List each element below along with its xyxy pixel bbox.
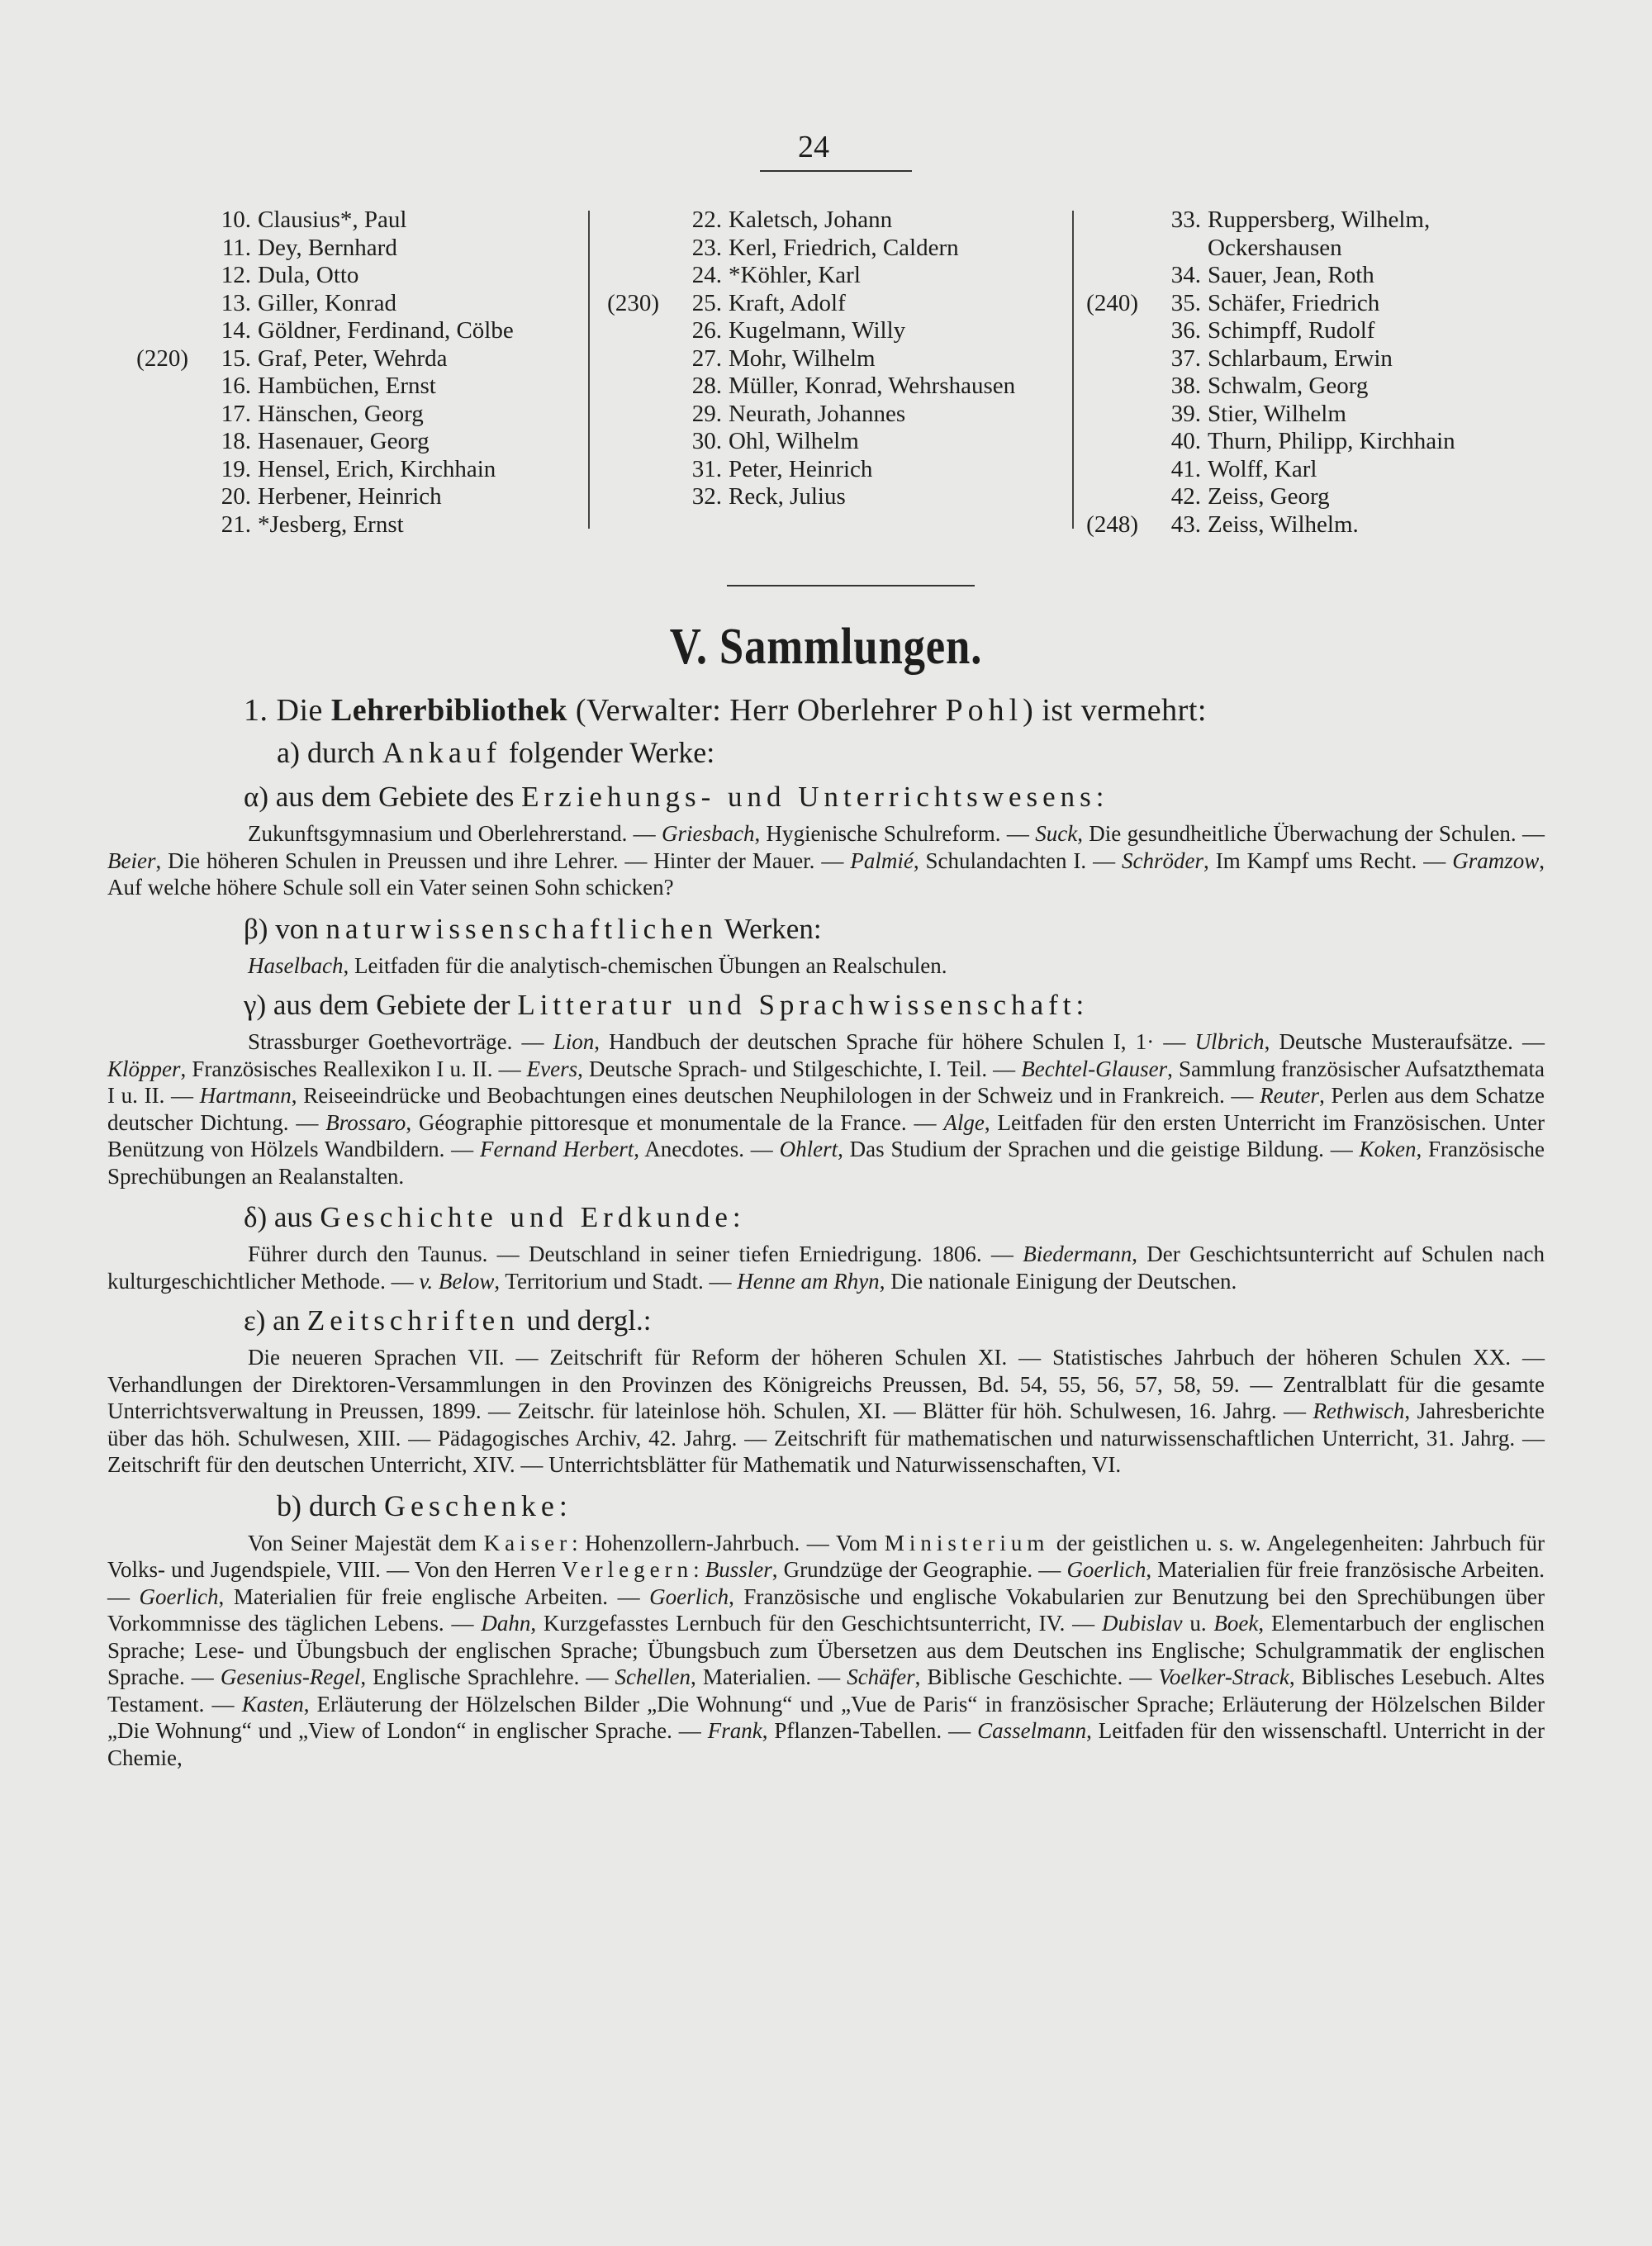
student-name: Clausius*, Paul (258, 207, 407, 233)
column-divider (588, 211, 590, 529)
author-name: Hartmann (199, 1083, 292, 1108)
entry-number: 37. (1170, 344, 1201, 372)
roster-entry (124, 290, 586, 318)
spaced-emphasis: Verlegern (562, 1557, 694, 1582)
author-name: Schröder (1122, 848, 1204, 873)
text-run: , Reiseeindrücke und Beobachtungen eines deutschen Neuphilologen in der Schweiz und in Frankreich. — (291, 1083, 1260, 1108)
running-count: (240) (1086, 289, 1138, 316)
roster-entry (124, 511, 586, 539)
text-run: Von Seiner Majestät dem (248, 1530, 484, 1555)
student-name: Wolff, Karl (1208, 455, 1317, 482)
page-number: 24 (798, 130, 829, 164)
subsection-b-heading: b) durch Geschenke: (277, 1489, 567, 1522)
delta-paragraph (107, 1241, 1545, 1294)
author-name: Schäfer (847, 1664, 915, 1689)
student-name: Reck, Julius (729, 483, 846, 510)
entry-number: 21. (221, 510, 251, 538)
running-count: (230) (607, 289, 659, 316)
roster-entry (124, 483, 586, 511)
entry-number: 19. (221, 455, 251, 482)
entry-number: 33. (1170, 207, 1201, 233)
student-name: Dey, Bernhard (258, 234, 397, 261)
entry-number: 14. (221, 317, 251, 344)
gamma-heading: γ) aus dem Gebiete der Litteratur und Sprachwissenschaft: (244, 989, 1085, 1021)
author-name: Ulbrich (1194, 1029, 1265, 1054)
text-run: Die neueren Sprachen VII. — Zeitschrift für Reform der höheren Schulen XI. — Statistisches Jahrbuch der höheren Schulen XX. — Verhandlungen der Direktoren-Versammlungen in den Provinzen des Königreichs Preussen, Bd. 54, 55, 56, 57, 58, 59. — Zentralblatt für die gesamte Unterrichtsverwaltung in Preussen, 1899. — Zeitschr. für lateinlose höh. Schulen, XI. — Blätter für höh. Schulwesen, 16. Jahrg. — (107, 1345, 1545, 1423)
entry-number: 38. (1170, 373, 1201, 399)
gifts-paragraph (107, 1530, 1545, 1772)
section-content (107, 690, 1545, 1776)
author-name: Schellen (615, 1664, 691, 1689)
roster-column-1 (124, 207, 586, 539)
student-name: Kraft, Adolf (729, 289, 846, 316)
student-name: Zeiss, Wilhelm. (1208, 510, 1359, 538)
author-name: Dahn (481, 1611, 531, 1636)
roster-column-3 (1074, 207, 1569, 539)
roster-entry (1074, 456, 1569, 484)
roster-entry (124, 373, 586, 401)
author-name: Bechtel-Glauser (1021, 1056, 1168, 1081)
roster-entry (1074, 401, 1569, 429)
roster-entry (124, 262, 586, 290)
entry-number: 12. (221, 262, 251, 288)
library-intro: 1. Die Lehrerbibliothek (Verwalter: Herr Oberlehrer Pohl) ist vermehrt: (244, 693, 1207, 728)
text-run: , Elementarbuch der englischen Sprache; Lese- und Übungsbuch der englischen Sprache; Übungsbuch zum Übersetzen aus dem Deutschen ins Englische; Schulgrammatik der englischen Sprache. — (107, 1611, 1545, 1689)
text-run: , Deutsche Sprach- und Stilgeschichte, I. Teil. — (577, 1056, 1022, 1081)
roster-entry (124, 207, 586, 235)
author-name: Boek (1213, 1611, 1259, 1636)
text-run: , Leitfaden für die analytisch-chemischen Übungen an Realschulen. (343, 952, 947, 978)
text-run: : Hohenzollern-Jahrbuch. — Vom (572, 1530, 885, 1555)
student-name: Hambüchen, Ernst (258, 373, 436, 399)
text-run: , Géographie pittoresque et monumentale de la France. — (406, 1109, 944, 1135)
section-divider (727, 585, 975, 586)
text-run: , Hygienische Schulreform. — (754, 821, 1036, 846)
entry-number: 29. (691, 400, 722, 427)
text-run: , Jahresberichte über das höh. Schulwesen, XIII. — Pädagogisches Archiv, 42. Jahrg. — Zeitschrift für mathematischen und naturwissenschaftlichen Unterricht, 31. Jahrg. — Zeitschrift für den deutschen Unterricht, XIV. — Unterrichtsblätter für Mathematik und Naturwissenschaften, VI. (107, 1398, 1545, 1477)
entry-number: 36. (1170, 317, 1201, 344)
student-name: Ruppersberg, Wilhelm, Ockershausen (1208, 207, 1431, 261)
author-name: Palmié (850, 848, 914, 873)
roster-entry (1074, 317, 1569, 345)
page-number-rule (760, 170, 912, 172)
roster-entry (124, 401, 586, 429)
entry-number: 20. (221, 483, 251, 510)
author-name: Ohlert (779, 1137, 838, 1161)
alpha-paragraph (107, 820, 1545, 901)
beta-heading: β) von naturwissenschaftlichen Werken: (244, 912, 822, 945)
student-name: Graf, Peter, Wehrda (258, 344, 448, 372)
text-run: , Die nationale Einigung der Deutschen. (879, 1268, 1237, 1294)
roster-entry (1074, 262, 1569, 290)
author-name: Brossaro (325, 1109, 406, 1135)
text-run: Zukunftsgymnasium und Oberlehrerstand. — (248, 821, 662, 846)
text-run: , Englische Sprachlehre. — (360, 1664, 615, 1689)
text-run: Strassburger Goethevorträge. — (248, 1029, 553, 1054)
student-name: Hänschen, Georg (258, 400, 424, 427)
entry-number: 16. (221, 373, 251, 399)
roster-entry (124, 235, 586, 263)
author-name: Gesenius-Regel (220, 1664, 361, 1689)
entry-number: 25. (691, 289, 722, 316)
text-run: , Französische Sprechübungen an Realanstalten. (107, 1137, 1545, 1189)
text-run: , Leitfaden für den ersten Unterricht im Französischen. Unter Benützung von Hölzels Wandbildern. — (107, 1109, 1545, 1161)
entry-number: 27. (691, 344, 722, 372)
entry-number: 30. (691, 428, 722, 454)
entry-number: 13. (221, 289, 251, 316)
author-name: Casselmann (977, 1718, 1087, 1743)
text-run: , Leitfaden für den wissenschaftl. Unterricht in der Chemie, (107, 1718, 1545, 1770)
student-name: Göldner, Ferdinand, Cölbe (258, 317, 514, 344)
text-run: , Der Geschichtsunterricht auf Schulen nach kulturgeschichtlicher Methode. — (107, 1242, 1545, 1294)
author-name: Voelker-Strack (1158, 1664, 1289, 1689)
text-run: , Die gesundheitliche Überwachung der Schulen. — (1077, 821, 1545, 846)
student-name: *Köhler, Karl (729, 262, 861, 288)
author-name: Frank (707, 1718, 762, 1743)
entry-number: 41. (1170, 455, 1201, 482)
text-run: , Grundzüge der Geographie. — (771, 1557, 1067, 1582)
text-run: , Die höheren Schulen in Preussen und ihre Lehrer. — Hinter der Mauer. — (155, 848, 851, 873)
text-run: , Perlen aus dem Schatze deutscher Dichtung. — (107, 1083, 1545, 1135)
author-name: Suck (1035, 821, 1078, 846)
text-run: , Auf welche höhere Schule soll ein Vater seinen Sohn schicken? (107, 848, 1545, 900)
roster-entry (1074, 428, 1569, 456)
author-name: Gramzow (1452, 848, 1540, 873)
author-name: Beier (107, 848, 156, 873)
author-name: v. Below (419, 1268, 495, 1294)
entry-number: 35. (1170, 289, 1201, 316)
text-run: , Materialien für freie englische Arbeiten. — (218, 1584, 650, 1609)
student-name: Dula, Otto (258, 262, 359, 288)
author-name: Griesbach (661, 821, 755, 846)
author-name: Fernand Herbert (479, 1137, 634, 1161)
author-name: Koken (1359, 1137, 1417, 1161)
student-name: Neurath, Johannes (729, 400, 906, 427)
text-run: , Biblische Geschichte. — (914, 1664, 1159, 1689)
text-run: , Biblisches Lesebuch. Altes Testament. — (107, 1664, 1545, 1717)
text-run: , Anecdotes. — (634, 1137, 780, 1161)
entry-number: 26. (691, 317, 722, 344)
text-run: : (693, 1557, 705, 1582)
text-run: u. (1182, 1611, 1214, 1636)
author-name: Goerlich (1066, 1557, 1146, 1582)
author-name: Goerlich (139, 1584, 219, 1609)
spaced-emphasis: Ministerium (884, 1530, 1050, 1555)
text-run: , Pflanzen-Tabellen. — (762, 1718, 978, 1743)
entry-number: 15. (221, 344, 251, 372)
entry-number: 17. (221, 400, 251, 427)
spaced-emphasis: Kaiser (483, 1530, 572, 1555)
roster-entry (1074, 483, 1569, 511)
roster-entry (1074, 290, 1569, 318)
text-run: , Materialien für freie französische Arbeiten. — (107, 1557, 1545, 1609)
roster-entry (1074, 511, 1569, 539)
delta-heading: δ) aus Geschichte und Erdkunde: (244, 1201, 741, 1233)
entry-number: 28. (691, 373, 722, 399)
text-run: , Deutsche Musteraufsätze. — (1264, 1029, 1545, 1054)
student-name: Kaletsch, Johann (729, 207, 893, 233)
text-run: , Im Kampf ums Recht. — (1203, 848, 1453, 873)
entry-number: 24. (691, 262, 722, 288)
author-name: Dubislav (1102, 1611, 1183, 1636)
author-name: Lion (553, 1029, 595, 1054)
author-name: Goerlich (649, 1584, 729, 1609)
student-name: Hasenauer, Georg (258, 428, 430, 454)
student-name: Müller, Konrad, Wehrshausen (729, 373, 1016, 399)
text-run: , Das Studium der Sprachen und die geistige Bildung. — (838, 1137, 1360, 1161)
roster-entry (124, 428, 586, 456)
epsilon-heading: ε) an Zeitschriften und dergl.: (244, 1304, 652, 1337)
text-run: , Kurzgefasstes Lernbuch für den Geschichtsunterricht, IV. — (530, 1611, 1102, 1636)
entry-number: 23. (691, 234, 722, 261)
student-name: Sauer, Jean, Roth (1208, 262, 1374, 288)
student-name: Schwalm, Georg (1208, 373, 1369, 399)
section-title: V. Sammlungen. (669, 619, 983, 675)
entry-number: 10. (221, 207, 251, 233)
author-name: Bussler (705, 1557, 772, 1582)
text-run: , Französisches Reallexikon I u. II. — (180, 1056, 527, 1081)
student-name: Giller, Konrad (258, 289, 396, 316)
roster-entry (124, 456, 586, 484)
student-name: Stier, Wilhelm (1208, 400, 1346, 427)
author-name: Klöpper (107, 1056, 181, 1081)
roster-entry (1074, 373, 1569, 401)
entry-number: 42. (1170, 483, 1201, 510)
author-name: Biedermann (1023, 1242, 1132, 1266)
roster-entry (124, 317, 586, 345)
entry-number: 34. (1170, 262, 1201, 288)
student-name: Hensel, Erich, Kirchhain (258, 455, 496, 482)
entry-number: 40. (1170, 428, 1201, 454)
author-name: Alge (943, 1109, 985, 1135)
beta-paragraph (107, 952, 1545, 980)
subsection-a-heading: a) durch Ankauf folgender Werke: (277, 736, 715, 769)
student-name: Ohl, Wilhelm (729, 428, 859, 454)
student-name: Thurn, Philipp, Kirchhain (1208, 428, 1455, 454)
student-name: Kugelmann, Willy (729, 317, 906, 344)
roster-entry (1074, 207, 1569, 262)
author-name: Rethwisch (1313, 1398, 1405, 1423)
student-name: Zeiss, Georg (1208, 483, 1330, 510)
entry-number: 22. (691, 207, 722, 233)
student-name: Peter, Heinrich (729, 455, 873, 482)
alpha-heading: α) aus dem Gebiete des Erziehungs- und Unterrichtswesens: (244, 781, 1104, 813)
roster-entry (1074, 345, 1569, 373)
entry-number: 18. (221, 428, 251, 454)
text-run: , Materialien. — (691, 1664, 847, 1689)
student-name: Kerl, Friedrich, Caldern (729, 234, 959, 261)
running-count: (220) (136, 344, 188, 372)
text-run: , Erläuterung der Hölzelschen Bilder „Die Wohnung“ und „Vue de Paris“ in französischer Sprache; Erläuterung der Hölzelschen Bilder „Die Wohnung“ und „View of London“ in englischer Sprache. — (107, 1691, 1545, 1743)
author-name: Reuter (1260, 1083, 1320, 1108)
text-run: der geistlichen u. s. w. Angelegenheiten: Jahrbuch für Volks- und Jugendspiele, VIII. — Von den Herren (107, 1530, 1545, 1582)
author-name: Evers (526, 1056, 578, 1081)
author-name: Kasten (241, 1691, 304, 1717)
entry-number: 11. (221, 234, 251, 261)
entry-number: 32. (691, 483, 722, 510)
student-name: Schimpff, Rudolf (1208, 317, 1375, 344)
student-name: Schlarbaum, Erwin (1208, 344, 1393, 372)
student-name: *Jesberg, Ernst (258, 510, 404, 538)
entry-number: 39. (1170, 400, 1201, 427)
epsilon-paragraph (107, 1344, 1545, 1479)
student-roster (99, 207, 1553, 537)
text-run: , Französische und englische Vokabularien zur Benutzung bei den Sprechübungen über Vorkommnisse des täglichen Lebens. — (107, 1584, 1545, 1636)
author-name: Henne am Rhyn (737, 1268, 880, 1294)
entry-number: 31. (691, 455, 722, 482)
text-run: Führer durch den Taunus. — Deutschland in seiner tiefen Erniedrigung. 1806. — (248, 1242, 1023, 1266)
author-name: Haselbach (248, 952, 344, 978)
library-name: Lehrerbibliothek (330, 693, 567, 728)
text-run: , Territorium und Stadt. — (494, 1268, 738, 1294)
student-name: Herbener, Heinrich (258, 483, 442, 510)
student-name: Schäfer, Friedrich (1208, 289, 1380, 316)
entry-number: 43. (1170, 510, 1201, 538)
gamma-paragraph (107, 1028, 1545, 1189)
text-run: , Handbuch der deutschen Sprache für höhere Schulen I, 1· — (594, 1029, 1195, 1054)
student-name: Mohr, Wilhelm (729, 344, 876, 372)
text-run: , Schulandachten I. — (913, 848, 1123, 873)
running-count: (248) (1086, 510, 1138, 538)
roster-entry (124, 345, 586, 373)
text-run: , Sammlung französischer Aufsatzthemata I u. II. — (107, 1056, 1545, 1108)
